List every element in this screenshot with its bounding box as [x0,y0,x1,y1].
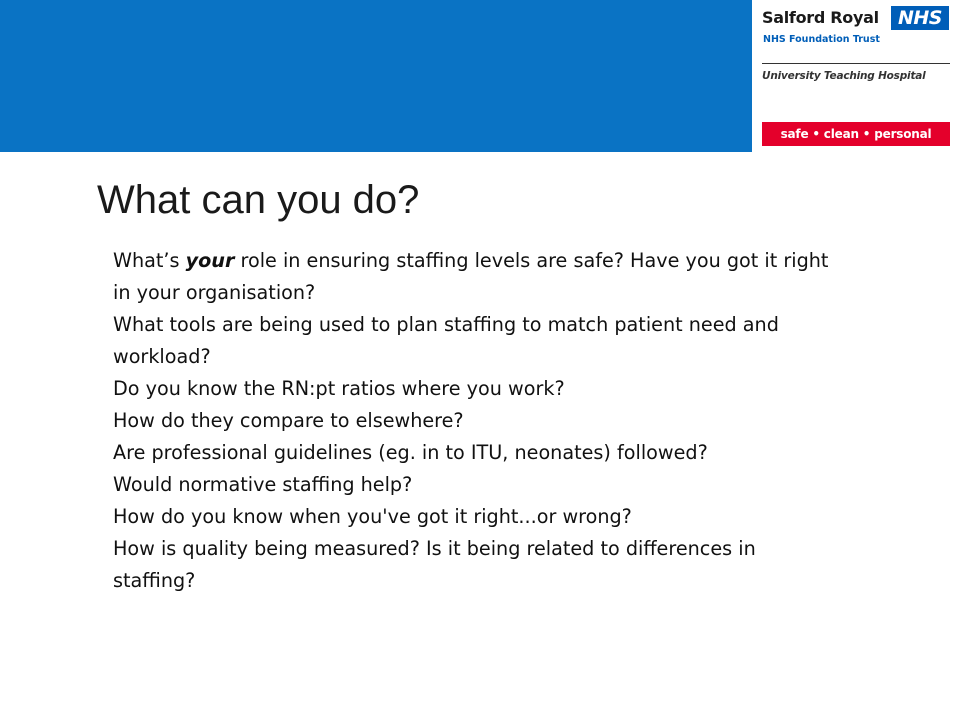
slide-body [113,245,833,597]
slide-title: What can you do? [97,178,420,222]
logo-org-name: Salford Royal [762,8,879,27]
organisation-logo [752,0,960,152]
body-paragraph: How do you know when you've got it right...or wrong? [113,505,632,528]
body-paragraph [113,245,833,309]
logo-hospital-type: University Teaching Hospital [762,70,926,82]
logo-trust-name: NHS Foundation Trust [763,34,880,45]
nhs-badge: NHS [891,6,949,30]
body-text-segment: role in ensuring staffing levels are safe? Have you got it right in your organisation? [113,249,829,304]
body-paragraph: What tools are being used to plan staffing to match patient need and workload? [113,313,779,368]
body-paragraph: Would normative staffing help? [113,473,413,496]
body-paragraph: Do you know the RN:pt ratios where you work? [113,377,565,400]
header-band [0,0,752,152]
body-paragraph: Are professional guidelines (eg. in to ITU, neonates) followed? [113,441,708,464]
logo-tagline: safe • clean • personal [762,122,950,146]
emphasis-your: your [185,249,235,272]
body-paragraph: How is quality being measured? Is it being related to differences in staffing? [113,537,756,592]
body-paragraph: How do they compare to elsewhere? [113,409,464,432]
body-text-segment: What’s [113,249,186,272]
logo-divider [762,63,950,64]
